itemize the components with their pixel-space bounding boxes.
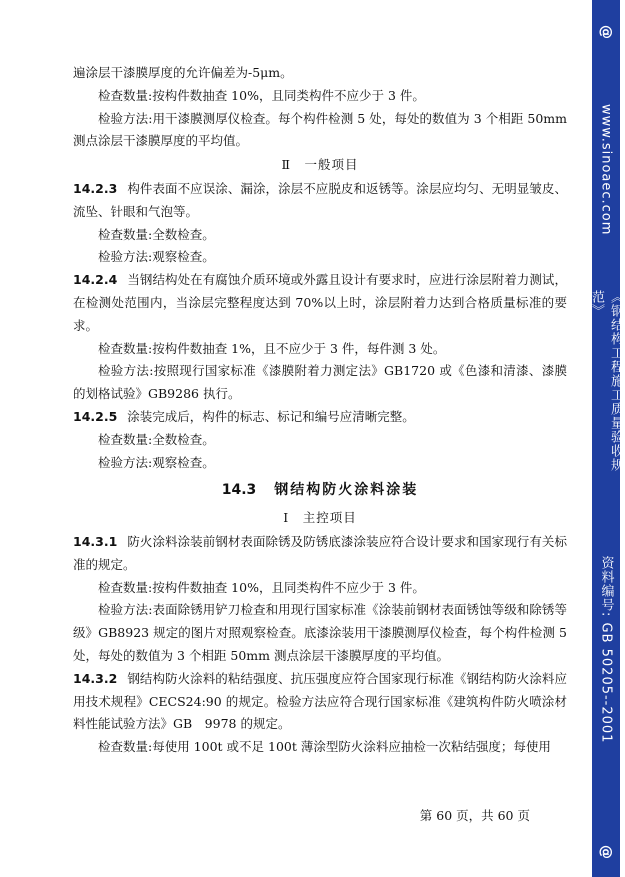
clause-14-3-2 bbox=[73, 668, 567, 736]
paragraph: 检验方法:用干漆膜测厚仪检查。每个构件检测 5 处，每处的数值为 3 个相距 50mm 测点涂层干漆膜厚度的平均值。 bbox=[73, 110, 567, 149]
paragraph: 检验方法:观察检查。 bbox=[98, 249, 215, 265]
clause-text: 构件表面不应误涂、漏涂，涂层不应脱皮和返锈等。涂层应均匀、无明显皱皮、流坠、针眼和气泡等。 bbox=[73, 180, 567, 219]
paragraph: 检查数量:全数检查。 bbox=[98, 226, 215, 242]
clause-text: 防火涂料涂装前钢材表面除锈及防锈底漆涂装应符合设计要求和国家现行有关标准的规定。 bbox=[73, 533, 567, 572]
sub-heading-general-items: Ⅱ 一般项目 bbox=[281, 157, 359, 173]
at-sign-icon: @ bbox=[598, 845, 614, 859]
section-heading bbox=[73, 479, 567, 502]
sidebar-book-title: 《钢结构工程施工质量验收规范》 bbox=[589, 290, 623, 472]
paragraph: 检查数量:全数检查。 bbox=[98, 431, 215, 447]
clause-14-3-1 bbox=[73, 531, 567, 577]
sidebar-url[interactable]: www.sinoaec.com bbox=[598, 104, 614, 236]
clause-number: 14.2.4 bbox=[73, 272, 118, 288]
sidebar-doc-code: 资料编号: GB 50205--2001 bbox=[598, 556, 614, 744]
paragraph: 检查数量:按构件数抽查 1%，且不应少于 3 件，每件测 3 处。 bbox=[98, 340, 446, 356]
clause-number: 14.2.3 bbox=[73, 180, 118, 196]
section-title: 钢结构防火涂料涂装 bbox=[274, 482, 419, 499]
paragraph: 检验方法:表面除锈用铲刀检查和用现行国家标准《涂装前钢材表面锈蚀等级和除锈等级》GB8923 规定的图片对照观察检查。底漆涂装用干漆膜测厚仪检查，每个构件检测 5 处，每处的数值为 3 个相距 50mm 测点涂层干漆膜厚度的平均值。 bbox=[73, 602, 567, 663]
clause-14-2-5 bbox=[73, 406, 567, 429]
clause-text: 涂装完成后，构件的标志、标记和编号应清晰完整。 bbox=[127, 408, 415, 424]
clause-text: 当钢结构处在有腐蚀介质环境或外露且设计有要求时，应进行涂层附着力测试，在检测处范围内，当涂层完整程度达到 70%以上时，涂层附着力达到合格质量标准的要求。 bbox=[73, 272, 567, 333]
paragraph: 检查数量:按构件数抽查 10%，且同类构件不应少于 3 件。 bbox=[98, 579, 425, 595]
clause-14-2-3 bbox=[73, 178, 567, 224]
paragraph: 检查数量:每使用 100t 或不足 100t 薄涂型防火涂料应抽检一次粘结强度；每使用 bbox=[98, 739, 551, 755]
section-number: 14.3 bbox=[221, 482, 257, 499]
clause-number: 14.3.2 bbox=[73, 670, 118, 686]
clause-14-2-4 bbox=[73, 269, 567, 337]
at-sign-icon: @ bbox=[598, 25, 614, 39]
paragraph: 检验方法:按照现行国家标准《漆膜附着力测定法》GB1720 或《色漆和清漆、漆膜的划格试验》GB9286 执行。 bbox=[73, 363, 567, 402]
paragraph: 遍涂层干漆膜厚度的允许偏差为-5μm。 bbox=[73, 65, 293, 80]
page-footer: 第 60 页，共 60 页 bbox=[419, 808, 530, 823]
sidebar-banner bbox=[589, 0, 623, 877]
clause-number: 14.3.1 bbox=[73, 533, 118, 549]
clause-number: 14.2.5 bbox=[73, 408, 118, 424]
sub-heading-main-items: Ⅰ 主控项目 bbox=[283, 510, 357, 526]
clause-text: 钢结构防火涂料的粘结强度、抗压强度应符合国家现行标准《钢结构防火涂料应用技术规程》CECS24:90 的规定。检验方法应符合现行国家标准《建筑构件防火喷涂材料性能试验方法》GB 9978 的规定。 bbox=[73, 670, 567, 732]
paragraph: 检验方法:观察检查。 bbox=[98, 454, 215, 470]
paragraph: 检查数量:按构件数抽查 10%，且同类构件不应少于 3 件。 bbox=[98, 87, 425, 103]
document-body bbox=[73, 62, 567, 759]
